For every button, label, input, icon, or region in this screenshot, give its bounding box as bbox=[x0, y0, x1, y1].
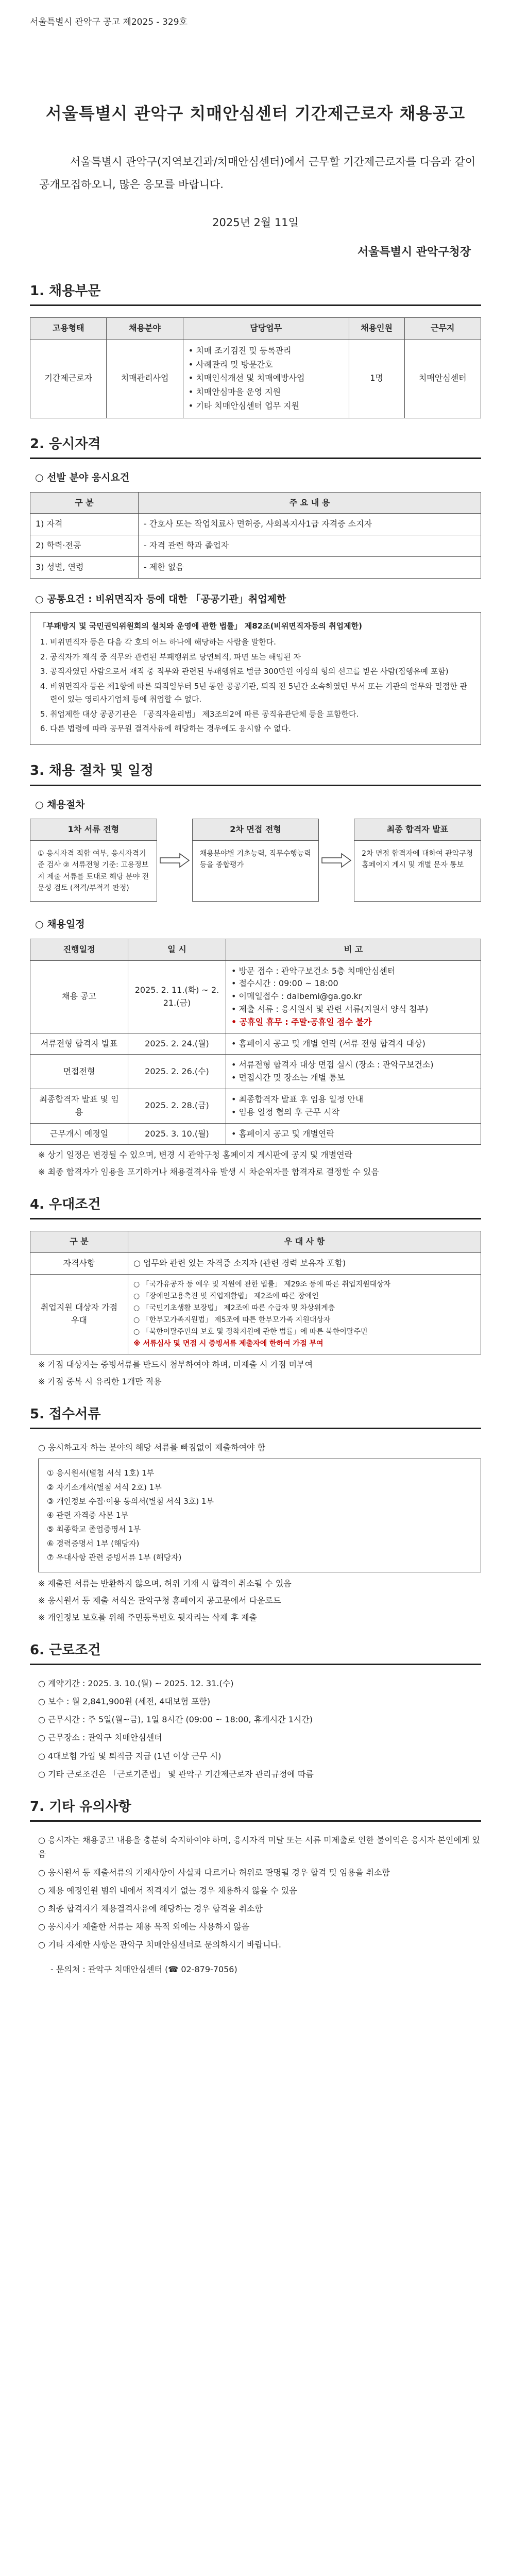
table-header: 우 대 사 항 bbox=[128, 1231, 481, 1253]
section-recruitment-field bbox=[30, 281, 481, 418]
preference-label: 자격사항 bbox=[30, 1252, 128, 1274]
schedule-note: • 임용 일정 협의 후 근무 시작 bbox=[231, 1106, 475, 1119]
notice-item: ○ 응시자가 제출한 서류는 채용 목적 외에는 사용하지 않음 bbox=[38, 1922, 250, 1932]
preference-note: ※ 가점 대상자는 증빙서류를 반드시 첨부하여야 하며, 미제출 시 가점 미부여 bbox=[38, 1360, 313, 1370]
section-title: 5. 접수서류 bbox=[30, 1404, 481, 1429]
schedule-step: 최종합격자 발표 및 임용 bbox=[30, 1089, 128, 1123]
table-header: 구 분 bbox=[30, 492, 139, 514]
table-header: 주 요 내 용 bbox=[139, 492, 481, 514]
subsection-title: ○ 채용일정 bbox=[35, 919, 85, 930]
table-row bbox=[30, 1055, 481, 1089]
schedule-note-text: ※ 최종 합격자가 임용을 포기하거나 채용결격사유 발생 시 차순위자를 합격자로 결정할 수 있음 bbox=[38, 1167, 379, 1177]
preference-value: ○ 업무와 관련 있는 자격증 소지자 (관련 경력 보유자 포함) bbox=[128, 1252, 481, 1274]
arrow-right-icon bbox=[157, 819, 192, 902]
document-item: ④ 관련 자격증 사본 1부 bbox=[47, 1511, 128, 1520]
table-header: 채용인원 bbox=[349, 318, 404, 340]
table-header: 진행일정 bbox=[30, 939, 128, 960]
common-condition-title: ○ 공통요건 : 비위면직자 등에 대한 「공공기관」취업제한 bbox=[35, 593, 286, 605]
requirement-label: 1) 자격 bbox=[30, 514, 139, 535]
schedule-step: 면접전형 bbox=[30, 1055, 128, 1089]
schedule-date: 2025. 2. 11.(화) ~ 2. 21.(금) bbox=[128, 960, 226, 1033]
requirement-value: - 제한 없음 bbox=[139, 556, 481, 578]
requirement-value: - 간호사 또는 작업치료사 면허증, 사회복지사1급 자격증 소지자 bbox=[139, 514, 481, 535]
table-header: 고용형태 bbox=[30, 318, 107, 340]
schedule-note: • 면접시간 및 장소는 개별 통보 bbox=[231, 1072, 475, 1084]
preference-item: ※ 서류심사 및 면접 시 증빙서류 제출자에 한하여 가점 부여 bbox=[133, 1340, 323, 1348]
issuing-organization: 서울특별시 관악구청장 bbox=[357, 245, 471, 259]
documents-note: ※ 개인정보 보호를 위해 주민등록번호 뒷자리는 삭제 후 제출 bbox=[38, 1612, 258, 1622]
duty-item: • 기타 치매안심센터 업무 지원 bbox=[189, 400, 344, 413]
schedule-note: • 홈페이지 공고 및 개별 연락 (서류 전형 합격자 대상) bbox=[231, 1038, 475, 1050]
step-description: ① 응시자격 적합 여부, 응시자격기준 검사 ② 서류전형 기준: 고용정보지 제출 서류를 토대로 해당 분야 전문성 검토 (적격/부적격 판정) bbox=[38, 849, 149, 892]
documents-note: ※ 응시원서 등 제출 서식은 관악구청 홈페이지 공고문에서 다운로드 bbox=[38, 1595, 281, 1605]
table-row bbox=[30, 1252, 481, 1274]
section-preferences bbox=[30, 1194, 481, 1388]
schedule-note: • 공휴일 휴무 : 주말·공휴일 접수 불가 bbox=[231, 1016, 475, 1029]
table-row bbox=[30, 1274, 481, 1354]
notice-date: 2025년 2월 11일 bbox=[212, 216, 299, 229]
condition-item: 5. 취업제한 대상 공공기관은 「공직자윤리법」 제3조의2에 따른 공직유관단체 등을 포함한다. bbox=[50, 708, 472, 721]
section-working-conditions bbox=[30, 1640, 481, 1781]
table-row bbox=[30, 960, 481, 1033]
condition-item: 1. 비위면직자 등은 다음 각 호의 어느 하나에 해당하는 사람을 말한다. bbox=[50, 636, 472, 649]
step-title: 2차 면접 전형 bbox=[193, 819, 319, 841]
condition-item: 6. 다른 법령에 따라 공무원 결격사유에 해당하는 경우에도 응시할 수 없다. bbox=[50, 722, 472, 735]
section-title: 3. 채용 절차 및 일정 bbox=[30, 760, 481, 786]
table-row bbox=[30, 535, 481, 557]
condition-item: 4. 비위면직자 등은 제1항에 따른 퇴직일부터 5년 동안 공공기관, 퇴직 전 5년간 소속하였던 부서 또는 기관의 업무와 밀접한 관련이 있는 영리사기업체 등에 취업할 수 없다. bbox=[50, 680, 472, 706]
schedule-note-text: ※ 상기 일정은 변경될 수 있으며, 변경 시 관악구청 홈페이지 게시판에 공지 및 개별연락 bbox=[38, 1150, 353, 1160]
section-notes bbox=[30, 1797, 481, 1976]
document-item: ① 응시원서(별첨 서식 1호) 1부 bbox=[47, 1468, 155, 1478]
arrow-right-icon bbox=[319, 819, 354, 902]
duty-item: • 치매 조기검진 및 등록관리 bbox=[189, 345, 344, 358]
schedule-note: • 서류전형 합격자 대상 면접 실시 (장소 : 관악구보건소) bbox=[231, 1059, 475, 1072]
contact-info: - 문의처 : 관악구 치매안심센터 (☎ 02-879-7056) bbox=[50, 1964, 237, 1974]
qualification-table bbox=[30, 492, 481, 579]
condition-line: ○ 근무장소 : 관악구 치매안심센터 bbox=[38, 1733, 162, 1743]
schedule-date: 2025. 2. 24.(월) bbox=[128, 1033, 226, 1055]
table-header: 비 고 bbox=[226, 939, 481, 960]
employment-type: 기간제근로자 bbox=[30, 339, 107, 418]
schedule-date: 2025. 3. 10.(월) bbox=[128, 1123, 226, 1145]
preference-item: ○ 「국가유공자 등 예우 및 지원에 관한 법률」 제29조 등에 따른 취업지원대상자 bbox=[133, 1280, 391, 1289]
requirement-value: - 자격 관련 학과 졸업자 bbox=[139, 535, 481, 557]
document-item: ⑥ 경력증명서 1부 (해당자) bbox=[47, 1538, 140, 1548]
section-title: 2. 응시자격 bbox=[30, 434, 481, 459]
process-step bbox=[354, 819, 481, 902]
notice-item: ○ 응시자는 채용공고 내용을 충분히 숙지하여야 하며, 응시자격 미달 또는 서류 미제출로 인한 불이익은 응시자 본인에게 있음 bbox=[38, 1835, 480, 1859]
preference-details bbox=[128, 1274, 481, 1354]
recruitment-table bbox=[30, 317, 481, 418]
schedule-note: • 접수시간 : 09:00 ~ 18:00 bbox=[231, 977, 475, 990]
process-step bbox=[30, 819, 157, 902]
schedule-note: • 제출 서류 : 응시원서 및 관련 서류(지원서 양식 첨부) bbox=[231, 1003, 475, 1016]
schedule-note: • 방문 접수 : 관악구보건소 5층 치매안심센터 bbox=[231, 965, 475, 978]
duty-item: • 치매인식개선 및 치매예방사업 bbox=[189, 372, 344, 385]
schedule-note: • 홈페이지 공고 및 개별연락 bbox=[231, 1128, 475, 1141]
schedule-step: 채용 공고 bbox=[30, 960, 128, 1033]
schedule-notes bbox=[226, 1033, 481, 1055]
document-number: 서울특별시 관악구 공고 제2025 - 329호 bbox=[30, 17, 188, 27]
schedule-notes bbox=[226, 1055, 481, 1089]
table-row bbox=[30, 514, 481, 535]
schedule-note: • 이메일접수 : dalbemi@ga.go.kr bbox=[231, 990, 475, 1003]
notice-item: ○ 기타 자세한 사항은 관악구 치매안심센터로 문의하시기 바랍니다. bbox=[38, 1940, 281, 1950]
documents-list-box bbox=[38, 1459, 481, 1572]
step-description: 채용분야별 기초능력, 직무수행능력 등을 종합평가 bbox=[199, 849, 311, 870]
preference-table bbox=[30, 1231, 481, 1354]
schedule-table bbox=[30, 939, 481, 1145]
step-title: 최종 합격자 발표 bbox=[354, 819, 481, 841]
table-row bbox=[30, 339, 481, 418]
condition-line: ○ 계약기간 : 2025. 3. 10.(월) ~ 2025. 12. 31.(수) bbox=[38, 1678, 234, 1688]
page-title: 서울특별시 관악구 치매안심센터 기간제근로자 채용공고 bbox=[45, 104, 466, 124]
duties-cell bbox=[183, 339, 349, 418]
subsection-title: ○ 선발 분야 응시요건 bbox=[35, 472, 130, 484]
table-header: 채용분야 bbox=[107, 318, 183, 340]
section-documents bbox=[30, 1404, 481, 1624]
duty-item: • 치매안심마을 운영 지원 bbox=[189, 386, 344, 399]
intro-paragraph: 서울특별시 관악구(지역보건과/치매안심센터)에서 근무할 기간제근로자를 다음과 같이 공개모집하오니, 많은 응모를 바랍니다. bbox=[39, 155, 476, 191]
table-header: 근무지 bbox=[404, 318, 481, 340]
headcount: 1명 bbox=[349, 339, 404, 418]
documents-note: ※ 제출된 서류는 반환하지 않으며, 허위 기재 시 합격이 취소될 수 있음 bbox=[38, 1579, 292, 1589]
table-header: 일 시 bbox=[128, 939, 226, 960]
process-step bbox=[192, 819, 319, 902]
common-condition-box bbox=[30, 612, 481, 745]
subsection-title: ○ 채용절차 bbox=[35, 799, 85, 810]
document-item: ② 자기소개서(별첨 서식 2호) 1부 bbox=[47, 1482, 162, 1492]
condition-line: ○ 기타 근로조건은 「근로기준법」 및 관악구 기간제근로자 관리규정에 따름 bbox=[38, 1769, 314, 1779]
notice-item: ○ 최종 합격자가 채용결격사유에 해당하는 경우 합격을 취소함 bbox=[38, 1904, 263, 1914]
table-row bbox=[30, 556, 481, 578]
step-description: 2차 면접 합격자에 대하여 관악구청 홈페이지 게시 및 개별 문자 통보 bbox=[362, 849, 473, 870]
section-process bbox=[30, 760, 481, 1179]
schedule-note: • 최종합격자 발표 후 임용 일정 안내 bbox=[231, 1093, 475, 1106]
preference-item: ○ 「장애인고용촉진 및 직업재활법」 제2조에 따른 장애인 bbox=[133, 1292, 319, 1300]
preference-item: ○ 「한부모가족지원법」 제5조에 따른 한부모가족 지원대상자 bbox=[133, 1316, 331, 1325]
condition-line: ○ 4대보험 가입 및 퇴직금 지급 (1년 이상 근무 시) bbox=[38, 1751, 222, 1761]
requirement-label: 3) 성별, 연령 bbox=[30, 556, 139, 578]
table-header: 구 분 bbox=[30, 1231, 128, 1253]
document-item: ③ 개인정보 수집·이용 동의서(별첨 서식 3호) 1부 bbox=[47, 1496, 214, 1506]
table-row bbox=[30, 1033, 481, 1055]
document-item: ⑤ 최종학교 졸업증명서 1부 bbox=[47, 1524, 141, 1534]
documents-intro: ○ 응시하고자 하는 분야의 해당 서류를 빠짐없이 제출하여야 함 bbox=[38, 1443, 266, 1453]
table-row bbox=[30, 1123, 481, 1145]
workplace: 치매안심센터 bbox=[404, 339, 481, 418]
section-title: 1. 채용부문 bbox=[30, 281, 481, 306]
recruitment-field: 치매관리사업 bbox=[107, 339, 183, 418]
notice-item: ○ 채용 예정인원 범위 내에서 적격자가 없는 경우 채용하지 않을 수 있음 bbox=[38, 1885, 297, 1895]
step-title: 1차 서류 전형 bbox=[30, 819, 157, 841]
schedule-notes bbox=[226, 960, 481, 1033]
preference-note: ※ 가점 중복 시 유리한 1개만 적용 bbox=[38, 1377, 162, 1387]
preference-label: 취업지원 대상자 가점 우대 bbox=[30, 1274, 128, 1354]
notice-item: ○ 응시원서 등 제출서류의 기재사항이 사실과 다르거나 허위로 판명될 경우 합격 및 임용을 취소함 bbox=[38, 1867, 390, 1877]
requirement-label: 2) 학력·전공 bbox=[30, 535, 139, 557]
law-reference: 「부패방지 및 국민권익위원회의 설치와 운영에 관한 법률」 제82조(비위면직자등의 취업제한) bbox=[39, 621, 363, 631]
condition-item: 3. 공직자였던 사람으로서 재직 중 직무와 관련된 부패행위로 벌금 300만원 이상의 형의 선고를 받은 사람(집행유예 포함) bbox=[50, 665, 472, 678]
table-row bbox=[30, 1089, 481, 1123]
process-flow bbox=[30, 819, 481, 902]
schedule-step: 근무개시 예정일 bbox=[30, 1123, 128, 1145]
preference-item: ○ 「북한이탈주민의 보호 및 정착지원에 관한 법률」에 따른 북한이탈주민 bbox=[133, 1328, 368, 1336]
duty-item: • 사례관리 및 방문간호 bbox=[189, 359, 344, 371]
section-title: 7. 기타 유의사항 bbox=[30, 1797, 481, 1822]
schedule-notes bbox=[226, 1089, 481, 1123]
schedule-notes bbox=[226, 1123, 481, 1145]
condition-item: 2. 공직자가 재직 중 직무와 관련된 부패행위로 당연퇴직, 파면 또는 해임된 자 bbox=[50, 651, 472, 664]
schedule-date: 2025. 2. 26.(수) bbox=[128, 1055, 226, 1089]
schedule-date: 2025. 2. 28.(금) bbox=[128, 1089, 226, 1123]
preference-item: ○ 「국민기초생활 보장법」 제2조에 따른 수급자 및 차상위계층 bbox=[133, 1303, 335, 1312]
section-title: 6. 근로조건 bbox=[30, 1640, 481, 1665]
section-qualifications bbox=[30, 434, 481, 745]
condition-line: ○ 보수 : 월 2,841,900원 (세전, 4대보험 포함) bbox=[38, 1697, 211, 1707]
condition-line: ○ 근무시간 : 주 5일(월~금), 1일 8시간 (09:00 ~ 18:00, 휴게시간 1시간) bbox=[38, 1715, 313, 1725]
document-item: ⑦ 우대사항 관련 증빙서류 1부 (해당자) bbox=[47, 1552, 182, 1562]
section-title: 4. 우대조건 bbox=[30, 1194, 481, 1219]
table-header: 담당업무 bbox=[183, 318, 349, 340]
schedule-step: 서류전형 합격자 발표 bbox=[30, 1033, 128, 1055]
